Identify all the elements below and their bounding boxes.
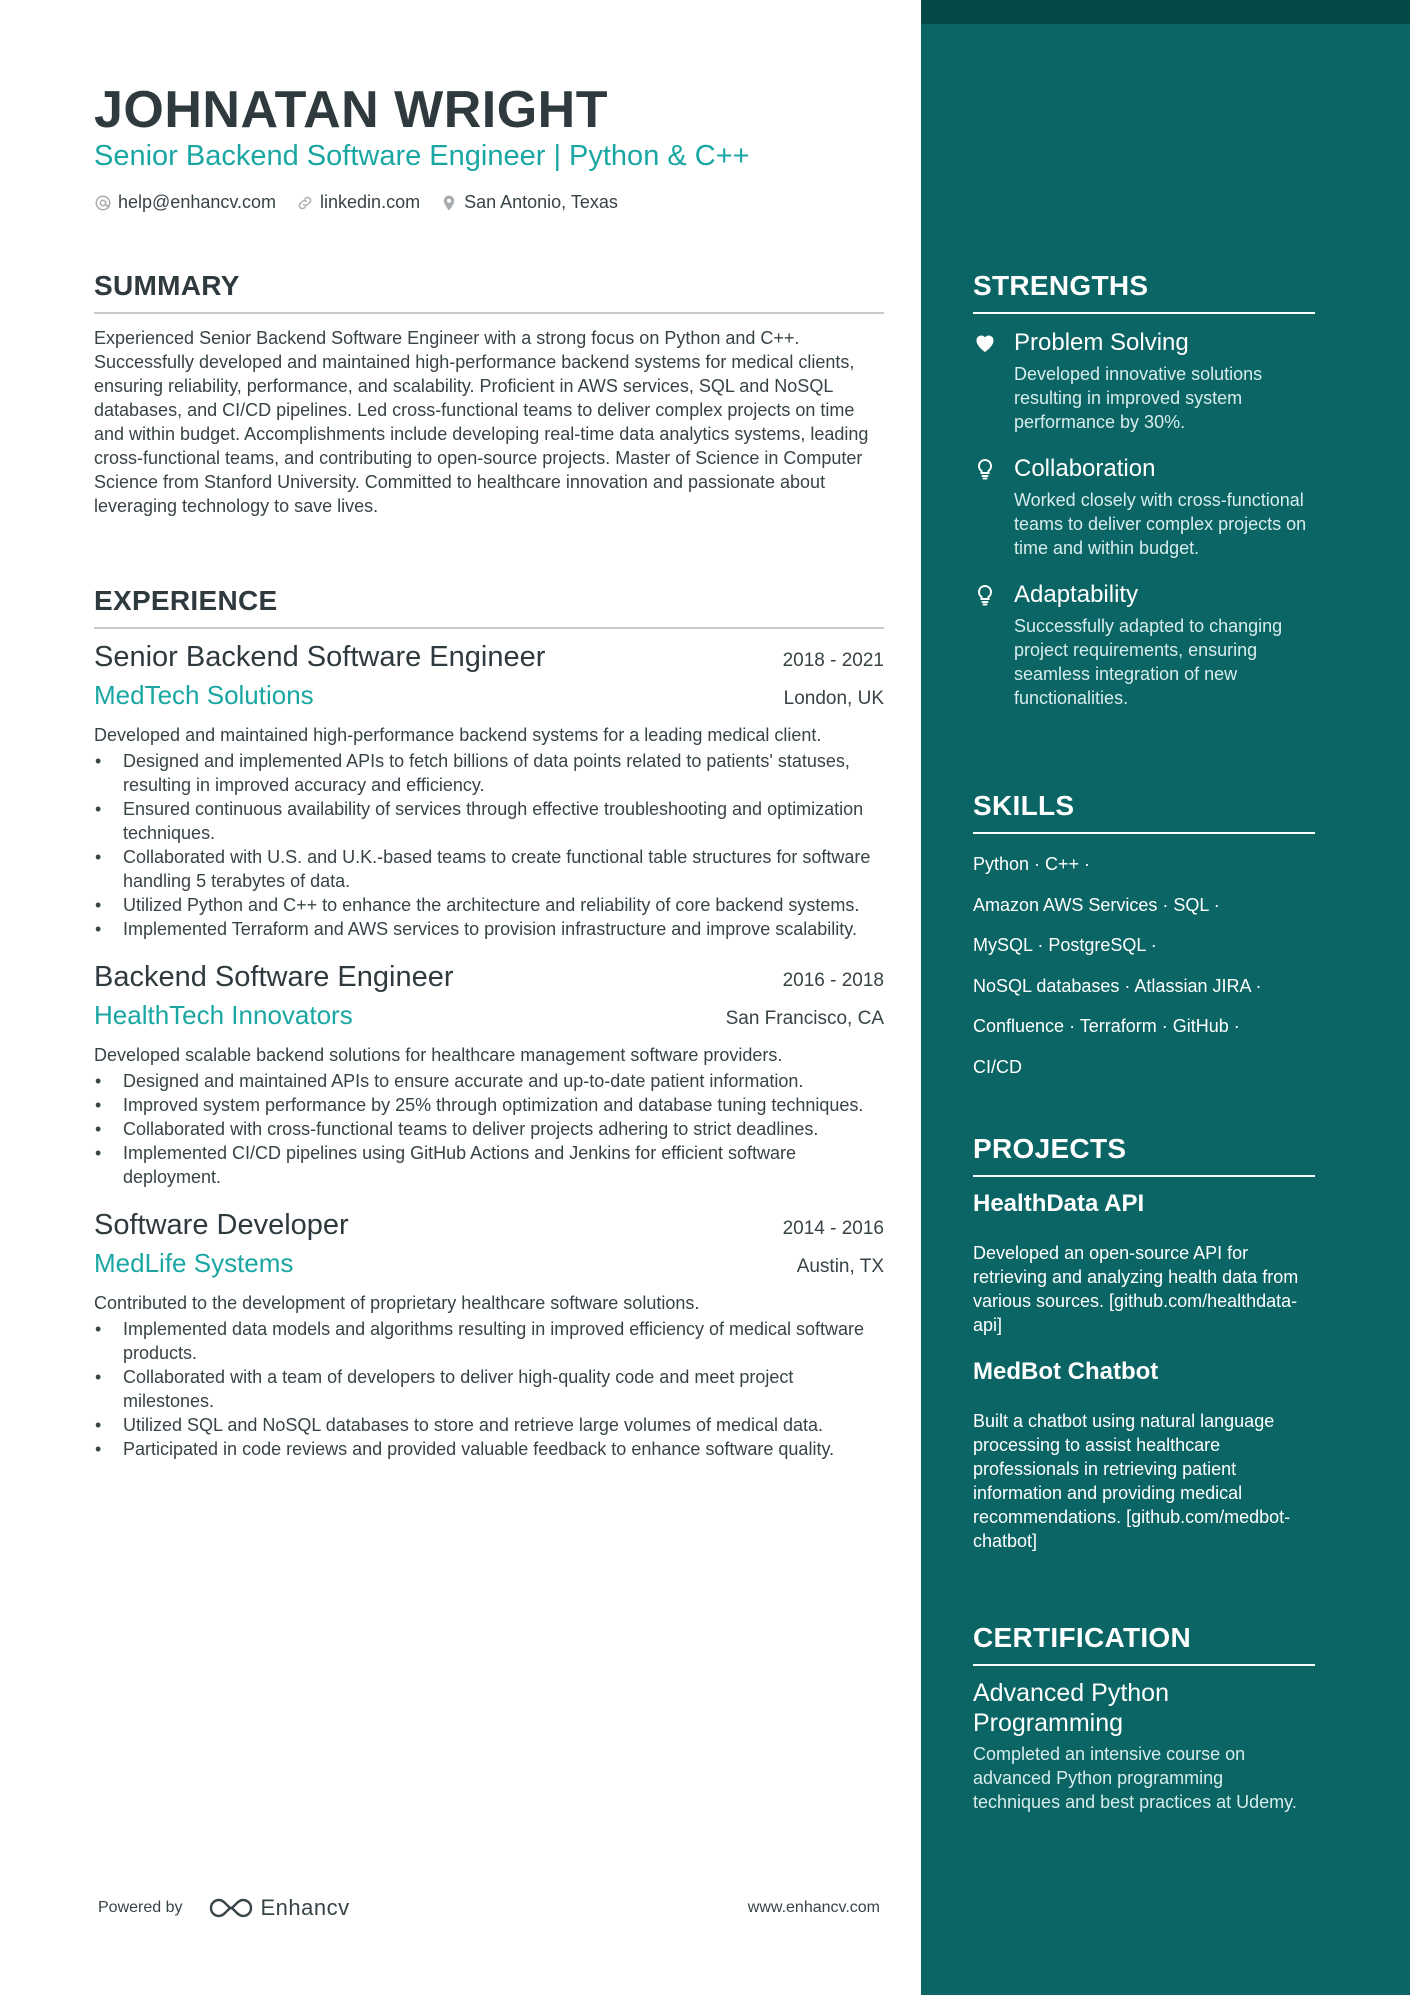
job-bullets bbox=[94, 1317, 884, 1461]
footer bbox=[98, 1895, 880, 1921]
job-description: Contributed to the development of proprietary healthcare software solutions. bbox=[94, 1293, 700, 1313]
job-bullet: • Utilized Python and C++ to enhance the architecture and reliability of core backend systems. bbox=[94, 893, 884, 917]
job-entry bbox=[94, 1209, 884, 1461]
job-bullets bbox=[94, 749, 884, 941]
job-title: Backend Software Engineer bbox=[94, 961, 454, 993]
contact-email[interactable] bbox=[94, 192, 276, 213]
job-company: MedTech Solutions bbox=[94, 680, 314, 710]
strength-item bbox=[973, 454, 1315, 560]
strength-description: Developed innovative solutions resulting in improved system performance by 30%. bbox=[1014, 364, 1263, 432]
experience-section bbox=[94, 585, 884, 1461]
job-title: Senior Backend Software Engineer bbox=[94, 641, 546, 673]
footer-branding bbox=[98, 1895, 350, 1921]
job-location: Austin, TX bbox=[796, 1256, 884, 1277]
project-description: Developed an open-source API for retrieving and analyzing health data from various sources. [github.com/healthdata-api] bbox=[973, 1243, 1299, 1335]
skills-line: Amazon AWS Services · SQL · bbox=[973, 894, 1220, 915]
certification-section bbox=[973, 1622, 1315, 1814]
strengths-section bbox=[973, 270, 1315, 710]
skills-line: Python · C++ · bbox=[973, 854, 1091, 874]
job-dates: 2016 - 2018 bbox=[782, 970, 884, 991]
project-item bbox=[973, 1357, 1315, 1553]
strengths-title: STRENGTHS bbox=[973, 270, 1315, 314]
job-bullet: • Implemented data models and algorithms resulting in improved efficiency of medical software products. bbox=[94, 1317, 884, 1365]
job-title: Software Developer bbox=[94, 1209, 349, 1241]
job-bullet: • Improved system performance by 25% through optimization and database tuning techniques. bbox=[94, 1093, 884, 1117]
certification-name: Advanced Python Programming bbox=[973, 1679, 1169, 1737]
strength-title: Adaptability bbox=[1014, 581, 1139, 608]
at-icon bbox=[94, 194, 112, 212]
job-bullet: • Implemented CI/CD pipelines using GitHub Actions and Jenkins for efficient software deployment. bbox=[94, 1141, 884, 1189]
project-title: HealthData API bbox=[973, 1190, 1145, 1217]
skills-list bbox=[973, 844, 1315, 1087]
heart-icon bbox=[973, 331, 997, 355]
projects-section bbox=[973, 1133, 1315, 1553]
candidate-name: JOHNATAN WRIGHT bbox=[94, 81, 608, 139]
skills-line: MySQL · PostgreSQL · bbox=[973, 935, 1157, 955]
job-bullet: • Designed and maintained APIs to ensure accurate and up-to-date patient information. bbox=[94, 1069, 884, 1093]
contact-linkedin-text: linkedin.com bbox=[320, 192, 421, 212]
certification-item bbox=[973, 1678, 1315, 1814]
project-title: MedBot Chatbot bbox=[973, 1358, 1159, 1385]
job-bullet: • Implemented Terraform and AWS services to provision infrastructure and improve scalability. bbox=[94, 917, 884, 941]
lightbulb-icon bbox=[973, 457, 997, 481]
projects-title: PROJECTS bbox=[973, 1133, 1315, 1177]
job-entry bbox=[94, 641, 884, 941]
brand-name: Enhancv bbox=[260, 1895, 350, 1920]
contact-email-text: help@enhancv.com bbox=[118, 192, 277, 212]
job-bullet: • Participated in code reviews and provided valuable feedback to enhance software quality. bbox=[94, 1437, 884, 1461]
project-item bbox=[973, 1189, 1315, 1337]
summary-section bbox=[94, 270, 884, 518]
enhancv-logo-icon bbox=[207, 1895, 255, 1921]
strength-item bbox=[973, 580, 1315, 710]
brand-logo[interactable] bbox=[207, 1895, 350, 1921]
strength-title: Problem Solving bbox=[1014, 329, 1189, 356]
job-bullet: • Collaborated with cross-functional teams to deliver projects adhering to strict deadlines. bbox=[94, 1117, 884, 1141]
skills-line: Confluence · Terraform · GitHub · bbox=[973, 1016, 1240, 1036]
candidate-headline: Senior Backend Software Engineer | Python & C++ bbox=[94, 140, 750, 172]
job-description: Developed scalable backend solutions for healthcare management software providers. bbox=[94, 1045, 783, 1065]
strength-description: Worked closely with cross-functional teams to deliver complex projects on time and within budget. bbox=[1014, 490, 1307, 558]
summary-title: SUMMARY bbox=[94, 270, 884, 314]
footer-url[interactable]: www.enhancv.com bbox=[747, 1899, 880, 1916]
contact-location-text: San Antonio, Texas bbox=[464, 192, 618, 212]
job-bullets bbox=[94, 1069, 884, 1189]
job-dates: 2018 - 2021 bbox=[782, 650, 884, 671]
skills-line: CI/CD bbox=[973, 1056, 1022, 1077]
link-icon bbox=[296, 194, 314, 212]
job-company: HealthTech Innovators bbox=[94, 1000, 353, 1030]
job-dates: 2014 - 2016 bbox=[782, 1218, 884, 1239]
job-location: London, UK bbox=[783, 688, 884, 709]
skills-line: NoSQL databases · Atlassian JIRA · bbox=[973, 975, 1262, 996]
certification-description: Completed an intensive course on advanced Python programming techniques and best practices at Udemy. bbox=[973, 1744, 1297, 1812]
job-bullet: • Utilized SQL and NoSQL databases to store and retrieve large volumes of medical data. bbox=[94, 1413, 884, 1437]
job-entry bbox=[94, 961, 884, 1189]
powered-by-label: Powered by bbox=[98, 1899, 183, 1916]
certification-title: CERTIFICATION bbox=[973, 1622, 1315, 1666]
job-location: San Francisco, CA bbox=[725, 1008, 884, 1029]
project-description: Built a chatbot using natural language processing to assist healthcare professionals in retrieving patient information and providing medical recommendations. [github.com/medbot-chatbot] bbox=[973, 1411, 1291, 1551]
skills-section bbox=[973, 790, 1315, 1087]
experience-title: EXPERIENCE bbox=[94, 585, 884, 629]
lightbulb-icon bbox=[973, 583, 997, 607]
skills-title: SKILLS bbox=[973, 790, 1315, 834]
strength-title: Collaboration bbox=[1014, 455, 1156, 482]
contact-linkedin[interactable] bbox=[296, 192, 420, 213]
job-bullet: • Ensured continuous availability of services through effective troubleshooting and optimization techniques. bbox=[94, 797, 884, 845]
job-bullet: • Collaborated with a team of developers to deliver high-quality code and meet project milestones. bbox=[94, 1365, 884, 1413]
contact-info bbox=[94, 192, 618, 213]
job-bullet: • Collaborated with U.S. and U.K.-based teams to create functional table structures for software handling 5 terabytes of data. bbox=[94, 845, 884, 893]
contact-location bbox=[440, 192, 618, 213]
strength-description: Successfully adapted to changing project requirements, ensuring seamless integration of new functionalities. bbox=[1014, 616, 1283, 708]
strength-item bbox=[973, 328, 1315, 434]
summary-text: Experienced Senior Backend Software Engineer with a strong focus on Python and C++. Successfully developed and maintained high-performance backend systems for medical clients, ensuring reliability, performance, and scalability. Proficient in AWS services, SQL and NoSQL databases, and CI/CD pipelines. Led cross-functional teams to deliver complex projects on time and within budget. Accomplishments include developing real-time data analytics systems, leading cross-functional teams, and contributing to open-source projects. Master of Science in Computer Science from Stanford University. Committed to healthcare innovation and passionate about leveraging technology to save lives. bbox=[94, 328, 869, 516]
job-description: Developed and maintained high-performance backend systems for a leading medical client. bbox=[94, 725, 822, 745]
location-pin-icon bbox=[440, 194, 458, 212]
job-company: MedLife Systems bbox=[94, 1248, 294, 1278]
sidebar-top-bar bbox=[921, 0, 1410, 24]
job-bullet: • Designed and implemented APIs to fetch billions of data points related to patients' statuses, resulting in improved accuracy and efficiency. bbox=[94, 749, 884, 797]
